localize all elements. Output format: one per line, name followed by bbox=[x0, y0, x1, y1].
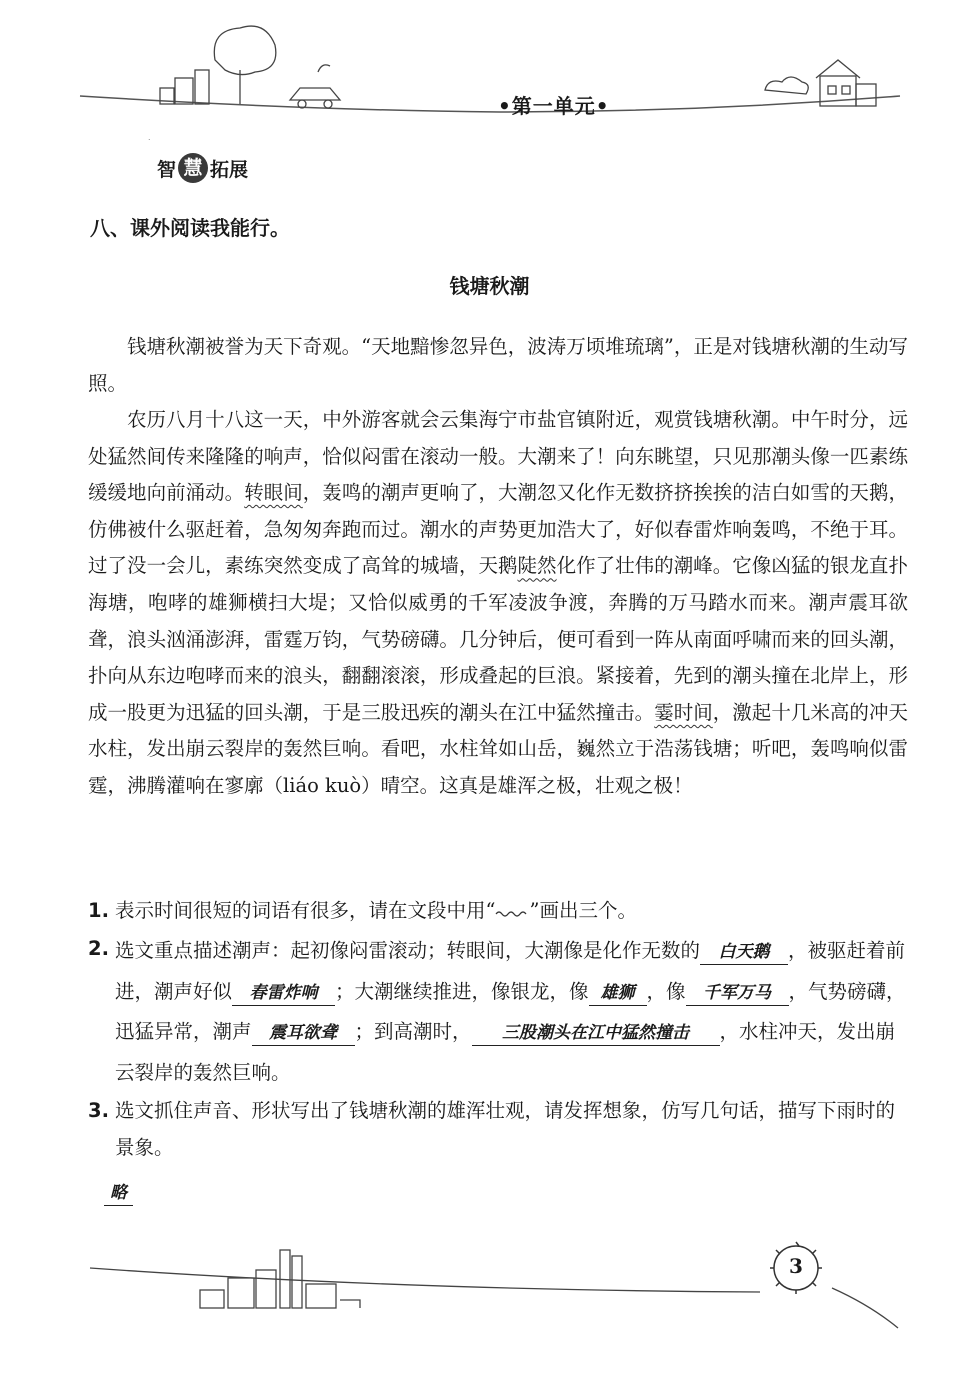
page-number: 3 bbox=[789, 1254, 803, 1278]
answer-blank-2[interactable]: 春雷炸响 bbox=[232, 981, 335, 1006]
question-1-number: 1. bbox=[88, 899, 109, 922]
wavy-marked-word-2: 陡然 bbox=[517, 554, 557, 578]
question-3-answer[interactable]: 略 bbox=[104, 1178, 133, 1206]
question-2-text-3: ；大潮继续推进，像银龙，像 bbox=[335, 979, 589, 1003]
wavy-line-sample-icon bbox=[495, 909, 529, 919]
unit-title: •第一单元• bbox=[498, 94, 610, 118]
wavy-marked-word-1: 转眼间 bbox=[244, 481, 303, 505]
answer-blank-6[interactable]: 三股潮头在江中猛然撞击 bbox=[472, 1021, 720, 1046]
paragraph-2-text-a: 农历八月十八这一天，中外游客就会云集海宁市盐官镇附近，观赏钱塘秋潮。中午时分，远处猛然间传来隆隆的响声，恰似闷雷在滚动一般。大潮来了！向东眺望，只见那潮头像一匹素练缓缓地向前涌动。 bbox=[88, 408, 908, 505]
paragraph-2-text-c: 化作了壮伟的潮峰。它像凶猛的银龙直扑海塘，咆哮的雄狮横扫大堤；又恰似威勇的千军凌波争渡，奔腾的万马踏水而来。潮声震耳欲聋，浪头汹涌澎湃，雷霆万钧，气势磅礴。几分钟后，便可看到一阵从南面呼啸而来的回头潮，扑向从东边咆哮而来的浪头，翻翻滚滚，形成叠起的巨浪。紧接着，先到的潮头撞在北岸上，形成一股更为迅猛的回头潮，于是三股迅疾的潮头在江中猛然撞击。 bbox=[88, 554, 908, 724]
paragraph-2 bbox=[88, 402, 908, 805]
question-2 bbox=[88, 931, 908, 1093]
header-decoration bbox=[0, 0, 979, 140]
section-banner bbox=[157, 153, 248, 183]
article-title: 钱塘秋潮 bbox=[449, 274, 530, 298]
paragraph-2-text-d: ，激起十几米高的冲天水柱，发出崩云裂岸的轰然巨响。看吧，水柱耸如山岳，巍然立于浩荡钱塘；听吧，轰鸣响似雷霆，沸腾灌响在寥廓（liáo kuò）晴空。这真是雄浑之极，壮观之极！ bbox=[88, 700, 908, 797]
banner-char-3: 拓展 bbox=[210, 158, 249, 181]
answer-blank-1[interactable]: 白天鹅 bbox=[700, 940, 788, 965]
question-1-text-a: 表示时间很短的词语有很多，请在文段中用“ bbox=[115, 899, 496, 922]
question-2-number: 2. bbox=[88, 937, 109, 960]
question-3-text: 选文抓住声音、形状写出了钱塘秋潮的雄浑壮观，请发挥想象，仿写几句话，描写下雨时的景象。 bbox=[115, 1099, 896, 1159]
question-2-text-4: ，像 bbox=[646, 979, 686, 1003]
paragraph-2-text-b: ，轰鸣的潮声更响了，大潮忽又化作无数挤挤挨挨的洁白如雪的天鹅，仿佛被什么驱赶着，急匆匆奔跑而过。潮水的声势更加浩大了，好似春雷炸响轰鸣，不绝于耳。过了没一会儿，素练突然变成了高耸的城墙，天鹅 bbox=[88, 481, 908, 578]
wavy-marked-word-3: 霎时间 bbox=[654, 700, 713, 724]
question-2-text-1: 选文重点描述潮声：起初像闷雷滚动；转眼间，大潮像是化作无数的 bbox=[115, 939, 701, 962]
banner-char-1: 智 bbox=[157, 158, 177, 181]
question-2-text-6: ；到高潮时， bbox=[354, 1020, 472, 1043]
paragraph-1: 钱塘秋潮被誉为天下奇观。“天地黯惨忽异色，波涛万顷堆琉璃”，正是对钱塘秋潮的生动写照。 bbox=[88, 335, 908, 395]
answer-blank-3[interactable]: 雄狮 bbox=[589, 981, 647, 1006]
question-2-text-7: ，水柱冲天，发出崩云裂岸的轰然巨响。 bbox=[115, 1020, 896, 1084]
section-heading: 八、课外阅读我能行。 bbox=[90, 216, 290, 240]
question-2-text-2: ，被驱赶着前进，潮声好似 bbox=[115, 939, 906, 1003]
question-3-number: 3. bbox=[88, 1099, 109, 1122]
question-1-text-b: ”画出三个。 bbox=[529, 899, 637, 922]
question-2-text-5: ，气势磅礴，迅猛异常，潮声 bbox=[115, 979, 906, 1043]
banner-char-2: 慧 bbox=[178, 153, 208, 183]
question-3 bbox=[88, 1093, 908, 1166]
answer-blank-4[interactable]: 千军万马 bbox=[686, 981, 789, 1006]
question-1 bbox=[88, 893, 908, 930]
answer-blank-5[interactable]: 震耳欲聋 bbox=[252, 1021, 355, 1046]
